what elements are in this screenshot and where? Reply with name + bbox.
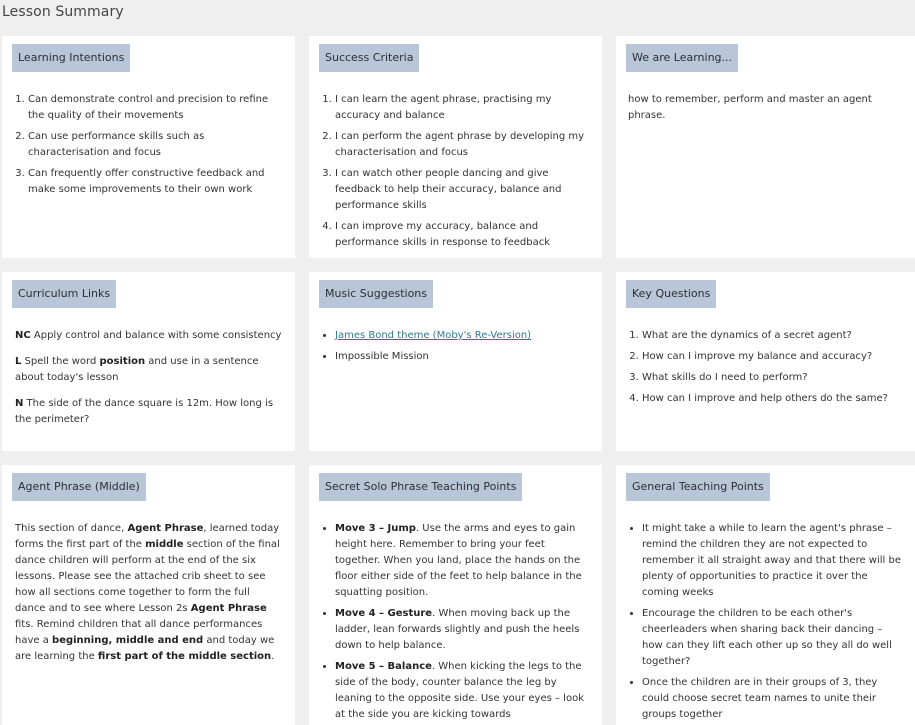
curriculum-link-nc: NC Apply control and balance with some consistency: [15, 330, 282, 341]
agent-phrase-header: Agent Phrase (Middle): [12, 473, 146, 501]
list-item: • Move 5 – Balance. When kicking the legs to the side of the body, counter balance the leg by leaning to the opposite side. Use your eyes – look at the side you are kicking towards: [335, 659, 592, 723]
we-are-learning-header: We are Learning...: [626, 44, 738, 72]
general-points-card: [616, 465, 915, 725]
music-suggestions-card: [309, 272, 602, 451]
curriculum-links-header: Curriculum Links: [12, 280, 116, 308]
list-item: 4. How can I improve and help others do the same?: [642, 391, 905, 407]
list-item: 3. Can frequently offer constructive feedback and make some improvements to their own work: [28, 166, 285, 198]
music-link-james-bond[interactable]: James Bond theme (Moby's Re-Version): [335, 330, 532, 341]
curriculum-links-card: [2, 272, 295, 451]
list-item: 2. Can use performance skills such as characterisation and focus: [28, 129, 285, 161]
general-points-body: [624, 521, 905, 725]
key-questions-body: [624, 328, 905, 412]
agent-phrase-card: [2, 465, 295, 725]
list-item: • Move 4 – Gesture. When moving back up the ladder, lean forwards slightly and push the heels down to help balance.: [335, 606, 592, 654]
secret-solo-card: [309, 465, 602, 725]
list-item: 1. Can demonstrate control and precision to refine the quality of their movements: [28, 92, 285, 124]
list-item: • Once the children are in their groups of 3, they could choose secret team names to unite their groups together: [642, 675, 905, 723]
list-item: 3. What skills do I need to perform?: [642, 370, 905, 386]
list-item: • Move 3 – Jump. Use the arms and eyes to gain height here. Remember to bring your feet together. When you land, place the hands on the floor either side of the feet to help balance in the squatting position.: [335, 521, 592, 601]
learning-intentions-header: Learning Intentions: [12, 44, 130, 72]
list-item: 1. I can learn the agent phrase, practising my accuracy and balance: [335, 92, 592, 124]
curriculum-links-body: [15, 328, 285, 438]
list-item: 1. What are the dynamics of a secret agent?: [642, 328, 905, 344]
key-questions-card: [616, 272, 915, 451]
general-points-header: General Teaching Points: [626, 473, 770, 501]
key-questions-header: Key Questions: [626, 280, 716, 308]
success-criteria-header: Success Criteria: [319, 44, 419, 72]
list-item: • Encourage the children to be each other's cheerleaders when sharing back their dancing – how can they lift each other up so they all do well together?: [642, 606, 905, 670]
list-item: 2. How can I improve my balance and accuracy?: [642, 349, 905, 365]
agent-phrase-text: This section of dance, Agent Phrase, learned today forms the first part of the middle section of the final dance children will perform at the end of the six lessons. Please see the attached crib sheet to see how all sections come together to form the full dance and to see where Lesson 2s Agent Phrase fits. Remind children that all dance performances have a beginning, middle and end and today we are learning the first part of the middle section.: [15, 523, 280, 662]
we-are-learning-text: how to remember, perform and master an agent phrase.: [628, 94, 872, 121]
list-item: • Impossible Mission: [335, 349, 592, 365]
secret-solo-header: Secret Solo Phrase Teaching Points: [319, 473, 522, 501]
music-suggestions-body: [317, 328, 592, 370]
we-are-learning-body: [628, 92, 905, 124]
list-item: 4. I can improve my accuracy, balance and performance skills in response to feedback: [335, 219, 592, 251]
curriculum-link-n: N The side of the dance square is 12m. How long is the perimeter?: [15, 398, 274, 425]
list-item: • It might take a while to learn the agent's phrase – remind the children they are not expected to remember it all straight away and that there will be plenty of opportunities to practice it over the coming weeks: [642, 521, 905, 601]
agent-phrase-body: [15, 521, 283, 665]
page-title: Lesson Summary: [2, 4, 124, 20]
music-suggestions-header: Music Suggestions: [319, 280, 433, 308]
we-are-learning-card: [616, 36, 915, 258]
learning-intentions-body: [10, 92, 285, 203]
list-item: [335, 328, 592, 344]
success-criteria-card: [309, 36, 602, 258]
success-criteria-body: [317, 92, 592, 256]
learning-intentions-card: [2, 36, 295, 258]
list-item: 2. I can perform the agent phrase by developing my characterisation and focus: [335, 129, 592, 161]
list-item: 3. I can watch other people dancing and give feedback to help their accuracy, balance and performance skills: [335, 166, 592, 214]
curriculum-link-l: L Spell the word position and use in a sentence about today's lesson: [15, 356, 259, 383]
secret-solo-body: [317, 521, 592, 725]
